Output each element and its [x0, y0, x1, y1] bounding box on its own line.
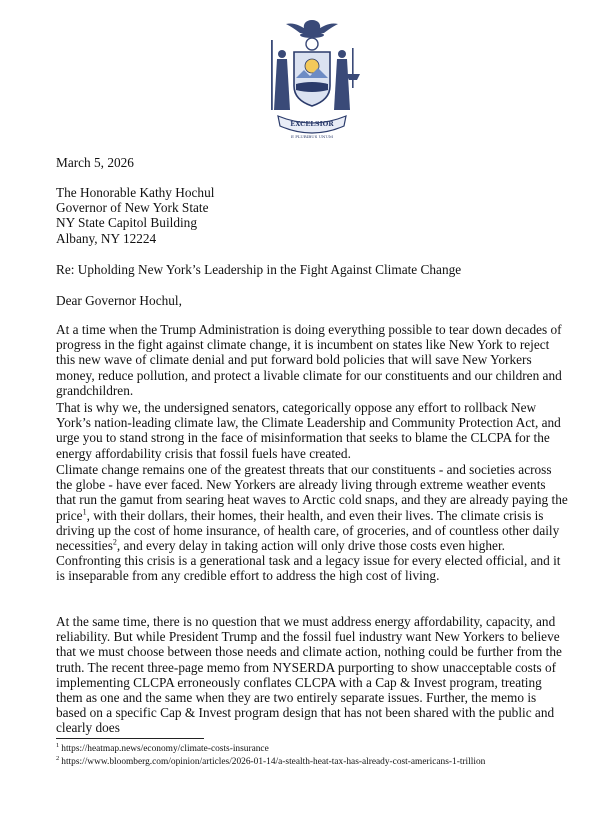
recipient-address: NY State Capitol Building [56, 215, 197, 231]
paragraph-3-part-c: , and every delay in taking action will only drive those costs even higher. Confronting this crisis is a generational task and a legacy issue for every elected official, and it is inseparable from any credible effort to address the high cost of living. [56, 538, 561, 584]
footnote-2-link[interactable]: https://www.bloomberg.com/opinion/articles/2026-01-14/a-stealth-heat-tax-has-already-cost-americans-1-trillion [61, 757, 486, 767]
seal-sub-motto: E PLURIBUS UNUM [291, 134, 333, 139]
footnote-1-number: 1 [56, 741, 60, 749]
footnote-ref-1: 1 [82, 507, 87, 517]
paragraph-2: That is why we, the undersigned senators, categorically oppose any effort to rollback New York’s nation-leading climate law, the Climate Leadership and Community Protection Act, and urge you to stand strong in the face of misinformation that seeks to blame the CLCPA for the energy affordability crisis that fossil fuels have created. [56, 400, 561, 461]
footnote-1-link[interactable]: https://heatmap.news/economy/climate-costs-insurance [61, 744, 269, 754]
paragraph-3-part-a: Climate change remains one of the greatest threats that our constituents - and societies across the globe - have ever faced. New Yorkers are already living through extreme weather events that run the gamut from searing heat waves to Arctic cold snaps, and they are already paying the price [56, 462, 568, 523]
seal-motto: EXCELSIOR [290, 120, 334, 128]
recipient-block [56, 185, 568, 246]
recipient-city: Albany, NY 12224 [56, 230, 157, 246]
footnote-ref-2: 2 [112, 537, 117, 547]
footnote-divider [56, 738, 204, 739]
paragraph-3-part-b: , with their dollars, their homes, their health, and even their lives. The climate crisis is driving up the cost of home insurance, of health care, of groceries, and of countless other daily necessities [56, 507, 560, 554]
salutation: Dear Governor Hochul, [56, 293, 182, 308]
new-york-state-seal [256, 14, 368, 152]
footnote-2 [56, 754, 486, 768]
recipient-title: Governor of New York State [56, 200, 209, 216]
footnote-2-number: 2 [56, 754, 60, 762]
paragraph-4: At the same time, there is no question that we must address energy affordability, capacity, and reliability. But while President Trump and the fossil fuel industry want New Yorkers to believe that we must choose between those needs and climate action, nothing could be further from the truth. The recent three-page memo from NYSERDA purporting to show unacceptable costs of implementing CLCPA erroneously conflates CLCPA with a Cap & Invest program, treating them as one and the same when they are two entirely separate issues. Further, the memo is based on a specific Cap & Invest program design that has not been shared with the public and clearly does [56, 614, 562, 736]
letter-date: March 5, 2026 [56, 155, 134, 170]
paragraph-1: At a time when the Trump Administration is doing everything possible to tear down decades of progress in the fight against climate change, it is incumbent on states like New York to reject this new wave of climate denial and put forward bold policies that will save New Yorkers money, reduce pollution, and protect a livable climate for our constituents and our children and grandchildren. [56, 322, 562, 398]
paragraph-3 [56, 462, 568, 584]
footnote-1 [56, 741, 269, 755]
subject-line: Re: Upholding New York’s Leadership in the Fight Against Climate Change [56, 262, 462, 277]
recipient-name: The Honorable Kathy Hochul [56, 185, 215, 200]
